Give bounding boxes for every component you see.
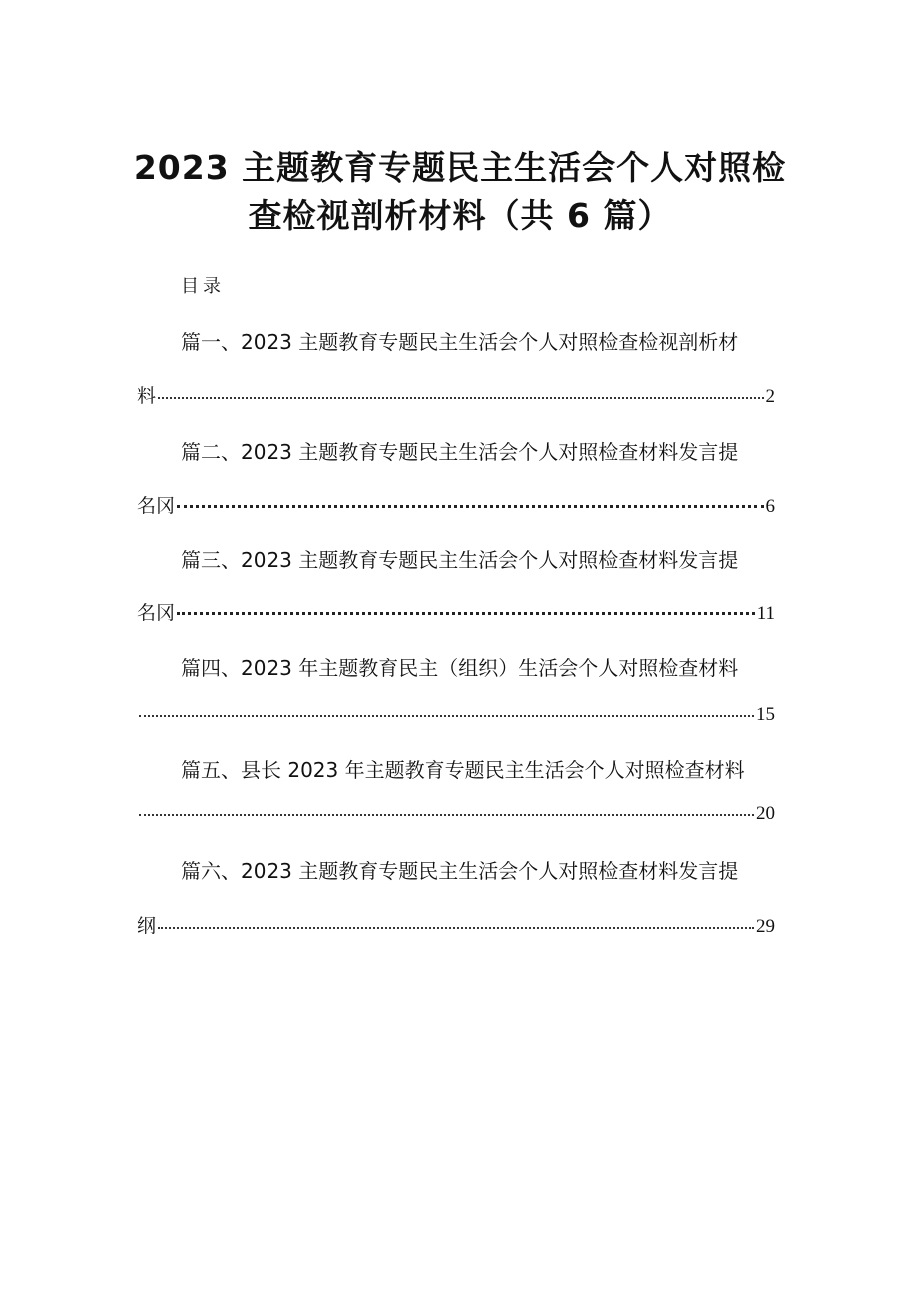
toc-dot-leader <box>139 814 754 816</box>
toc-entry-1-title[interactable]: 篇一、2023 主题教育专题民主生活会个人对照检查检视剖析材 <box>181 330 739 354</box>
toc-entry-3-page-number: 11 <box>756 603 775 624</box>
toc-heading: 目录 <box>181 276 225 297</box>
toc-entry-2-page-number: 6 <box>765 496 775 517</box>
toc-entry-1-page-number: 2 <box>765 386 775 407</box>
document-title-line1: 2023 主题教育专题民主生活会个人对照检 <box>133 148 787 187</box>
toc-entry-5-leader-row[interactable] <box>137 803 775 825</box>
toc-entry-4-title[interactable]: 篇四、2023 年主题教育民主（组织）生活会个人对照检查材料 <box>181 656 739 680</box>
toc-entry-4-leader-row[interactable] <box>137 704 775 726</box>
document-title-line2: 查检视剖析材料（共 6 篇） <box>248 196 672 235</box>
toc-entry-6-title[interactable]: 篇六、2023 主题教育专题民主生活会个人对照检查材料发言提 <box>181 859 739 883</box>
toc-entry-6-continuation: 纲 <box>137 915 157 937</box>
toc-dot-leader <box>177 612 755 615</box>
toc-entry-2-continuation: 名冈 <box>137 495 176 517</box>
toc-entry-5-page-number: 20 <box>756 803 775 824</box>
toc-dot-leader <box>158 397 763 399</box>
toc-entry-2-leader-row[interactable] <box>137 491 775 518</box>
toc-dot-leader <box>177 505 763 508</box>
toc-entry-1-continuation: 料 <box>137 385 157 407</box>
toc-entry-3-title[interactable]: 篇三、2023 主题教育专题民主生活会个人对照检查材料发言提 <box>181 548 739 572</box>
toc-dot-leader <box>158 927 754 929</box>
toc-entry-6-page-number: 29 <box>756 916 775 937</box>
toc-entry-1-leader-row[interactable] <box>137 381 775 408</box>
toc-dot-leader <box>139 715 754 717</box>
toc-entry-5-title[interactable]: 篇五、县长 2023 年主题教育专题民主生活会个人对照检查材料 <box>181 758 745 782</box>
toc-entry-3-leader-row[interactable] <box>137 598 775 625</box>
toc-entry-4-page-number: 15 <box>756 704 775 725</box>
toc-entry-3-continuation: 名冈 <box>137 602 176 624</box>
toc-entry-6-leader-row[interactable] <box>137 911 775 938</box>
toc-entry-2-title[interactable]: 篇二、2023 主题教育专题民主生活会个人对照检查材料发言提 <box>181 440 739 464</box>
